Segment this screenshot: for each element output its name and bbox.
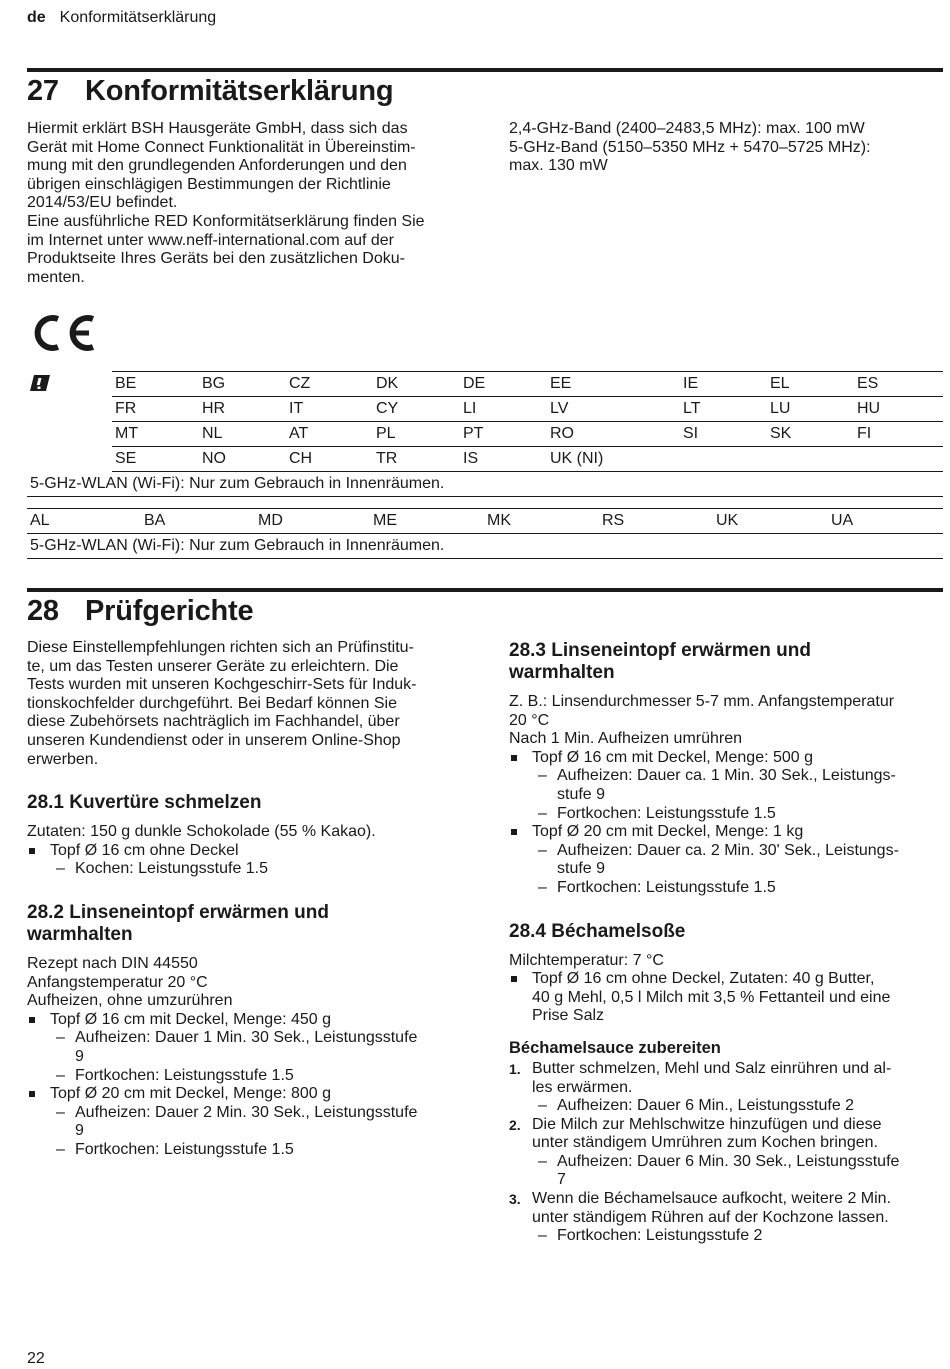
- subsection-28-1-title: 28.1 Kuvertüre schmelzen: [27, 792, 262, 814]
- table-note-row: 5-GHz-WLAN (Wi-Fi): Nur zum Gebrauch in Innenräumen.: [27, 472, 943, 497]
- subsection-28-4-title: 28.4 Béchamelsoße: [509, 920, 686, 942]
- list-item: – Fortkochen: Leistungsstufe 1.5: [509, 805, 943, 824]
- list-item: Topf Ø 20 cm mit Deckel, Menge: 800 g: [27, 1085, 465, 1104]
- table-row: BE BG CZ DK DE EE IE EL ES: [112, 372, 943, 397]
- list-item: 2. Die Milch zur Mehlschwitze hinzufügen und diese unter ständigem Umrühren zum Kochen bringen.: [509, 1115, 882, 1152]
- bechamel-steps: [509, 1060, 943, 1246]
- section-rule: [27, 68, 943, 72]
- list-item: – Aufheizen: Dauer 2 Min. 30 Sek., Leistungsstufe 9: [27, 1104, 465, 1141]
- table-row: SE NO CH TR IS UK (NI): [112, 447, 943, 472]
- subsection-28-2-title: 28.2 Linseneintopf erwärmen und warmhalten: [27, 901, 329, 945]
- list-item: 1. Butter schmelzen, Mehl und Salz einrühren und al- les erwärmen.: [509, 1059, 892, 1096]
- list-item: – Aufheizen: Dauer ca. 2 Min. 30' Sek., Leistungs- stufe 9: [509, 842, 943, 879]
- section-27-left-text: Hiermit erklärt BSH Hausgeräte GmbH, dass sich das Gerät mit Home Connect Funktionalität in Übereinstim- mung mit den grundlegenden Anforderungen und den übrigen einschlägigen Bestimmungen der Richtlinie 2014/53/EU befindet. Eine ausführliche RED Konformitätserklärung finden Sie im Internet unter www.neff-international.com auf der Produktseite Ihres Geräts bei den zusätzlichen Doku- menten.: [27, 120, 425, 286]
- header-lang: de: [27, 9, 46, 26]
- page-number: 22: [27, 1350, 45, 1367]
- list-item: – Kochen: Leistungsstufe 1.5: [27, 860, 465, 879]
- section-rule: [27, 588, 943, 592]
- list-item: Topf Ø 16 cm ohne Deckel: [27, 842, 465, 861]
- subsection-28-2-body: Rezept nach DIN 44550 Anfangstemperatur 20 °C Aufheizen, ohne umzurühren Topf Ø 16 cm mit Deckel, Menge: 450 g – Aufheizen: Dauer 1 Min. 30 Sek., Leistungsstufe 9 – Fortkochen: Leistungsstufe 1.5 Topf Ø 20 cm mit Deckel, Menge: 800 g – Aufheizen: Dauer 2 Min. 30 Sek., Leistungsstufe 9 – Fortkochen: Leistungsstufe 1.5: [27, 955, 465, 1160]
- table-row: AL BA MD ME MK RS UK UA: [27, 509, 943, 534]
- header-title: Konformitätserklärung: [59, 9, 217, 26]
- section-28-left-column: [27, 639, 465, 1159]
- list-item: – Fortkochen: Leistungsstufe 2: [509, 1227, 943, 1246]
- list-item: – Fortkochen: Leistungsstufe 1.5: [509, 879, 943, 898]
- list-item: 3. Wenn die Béchamelsauce aufkocht, weitere 2 Min. unter ständigem Rühren auf der Kochzone lassen.: [509, 1190, 892, 1226]
- list-item: Topf Ø 16 cm mit Deckel, Menge: 450 g: [27, 1011, 465, 1030]
- table-row: MT NL AT PL PT RO SI SK FI: [112, 422, 943, 447]
- table-note-row: 5-GHz-WLAN (Wi-Fi): Nur zum Gebrauch in Innenräumen.: [27, 534, 943, 559]
- bechamel-subheading: Béchamelsauce zubereiten: [509, 1038, 721, 1057]
- intro-paragraph: Diese Einstellempfehlungen richten sich an Prüfinstitu- te, um das Testen unserer Geräte zu erleichtern. Die Tests wurden mit unseren Kochgeschirr-Sets für Induk- tionskochfelder durchgeführt. Bei Bedarf können Sie diese Zubehörsets nachträglich im Fachhandel, über unseren Kundendienst oder in unserem Online-Shop erwerben.: [27, 639, 417, 768]
- list-item: Topf Ø 20 cm mit Deckel, Menge: 1 kg: [509, 823, 943, 842]
- list-item: – Aufheizen: Dauer 1 Min. 30 Sek., Leistungsstufe 9: [27, 1029, 465, 1066]
- list-item: – Aufheizen: Dauer 6 Min., Leistungsstufe 2: [509, 1097, 943, 1116]
- list-item: Topf Ø 16 cm mit Deckel, Menge: 500 g: [509, 749, 943, 768]
- subsection-28-1-body: Zutaten: 150 g dunkle Schokolade (55 % Kakao). Topf Ø 16 cm ohne Deckel – Kochen: Leistungsstufe 1.5: [27, 823, 465, 879]
- list-item: Topf Ø 16 cm ohne Deckel, Zutaten: 40 g Butter, 40 g Mehl, 0,5 l Milch mit 3,5 % Fettanteil und eine Prise Salz: [509, 970, 943, 1026]
- running-header: [27, 9, 216, 28]
- country-table-1: [27, 372, 943, 497]
- section-28-right-column: [509, 640, 943, 1246]
- list-item: – Fortkochen: Leistungsstufe 1.5: [27, 1067, 465, 1086]
- subsection-28-3-body: Z. B.: Linsendurchmesser 5-7 mm. Anfangstemperatur 20 °C Nach 1 Min. Aufheizen umrühren Topf Ø 16 cm mit Deckel, Menge: 500 g – Aufheizen: Dauer ca. 1 Min. 30 Sek., Leistungs- stufe 9 – Fortkochen: Leistungsstufe 1.5 Topf Ø 20 cm mit Deckel, Menge: 1 kg – Aufheizen: Dauer ca. 2 Min. 30' Sek., Leistungs- stufe 9 – Fortkochen: Leistungsstufe 1.5: [509, 693, 943, 898]
- ce-mark-logo: [27, 313, 97, 359]
- section-27-right-text: 2,4-GHz-Band (2400–2483,5 MHz): max. 100 mW 5-GHz-Band (5150–5350 MHz + 5470–5725 MHz): max. 130 mW: [509, 120, 871, 175]
- subsection-28-4-body: Milchtemperatur: 7 °C Topf Ø 16 cm ohne Deckel, Zutaten: 40 g Butter, 40 g Mehl, 0,5 l Milch mit 3,5 % Fettanteil und eine Prise Salz: [509, 952, 943, 1026]
- list-item: – Fortkochen: Leistungsstufe 1.5: [27, 1141, 465, 1160]
- list-item: – Aufheizen: Dauer ca. 1 Min. 30 Sek., Leistungs- stufe 9: [509, 767, 943, 804]
- table-row: FR HR IT CY LI LV LT LU HU: [112, 397, 943, 422]
- section-28-title: 28 Prüfgerichte: [27, 595, 254, 627]
- country-table-2: [27, 509, 943, 559]
- list-item: – Aufheizen: Dauer 6 Min. 30 Sek., Leistungsstufe 7: [509, 1153, 943, 1190]
- subsection-28-3-title: 28.3 Linseneintopf erwärmen und warmhalten: [509, 640, 811, 683]
- section-27-title: 27 Konformitätserklärung: [27, 75, 394, 107]
